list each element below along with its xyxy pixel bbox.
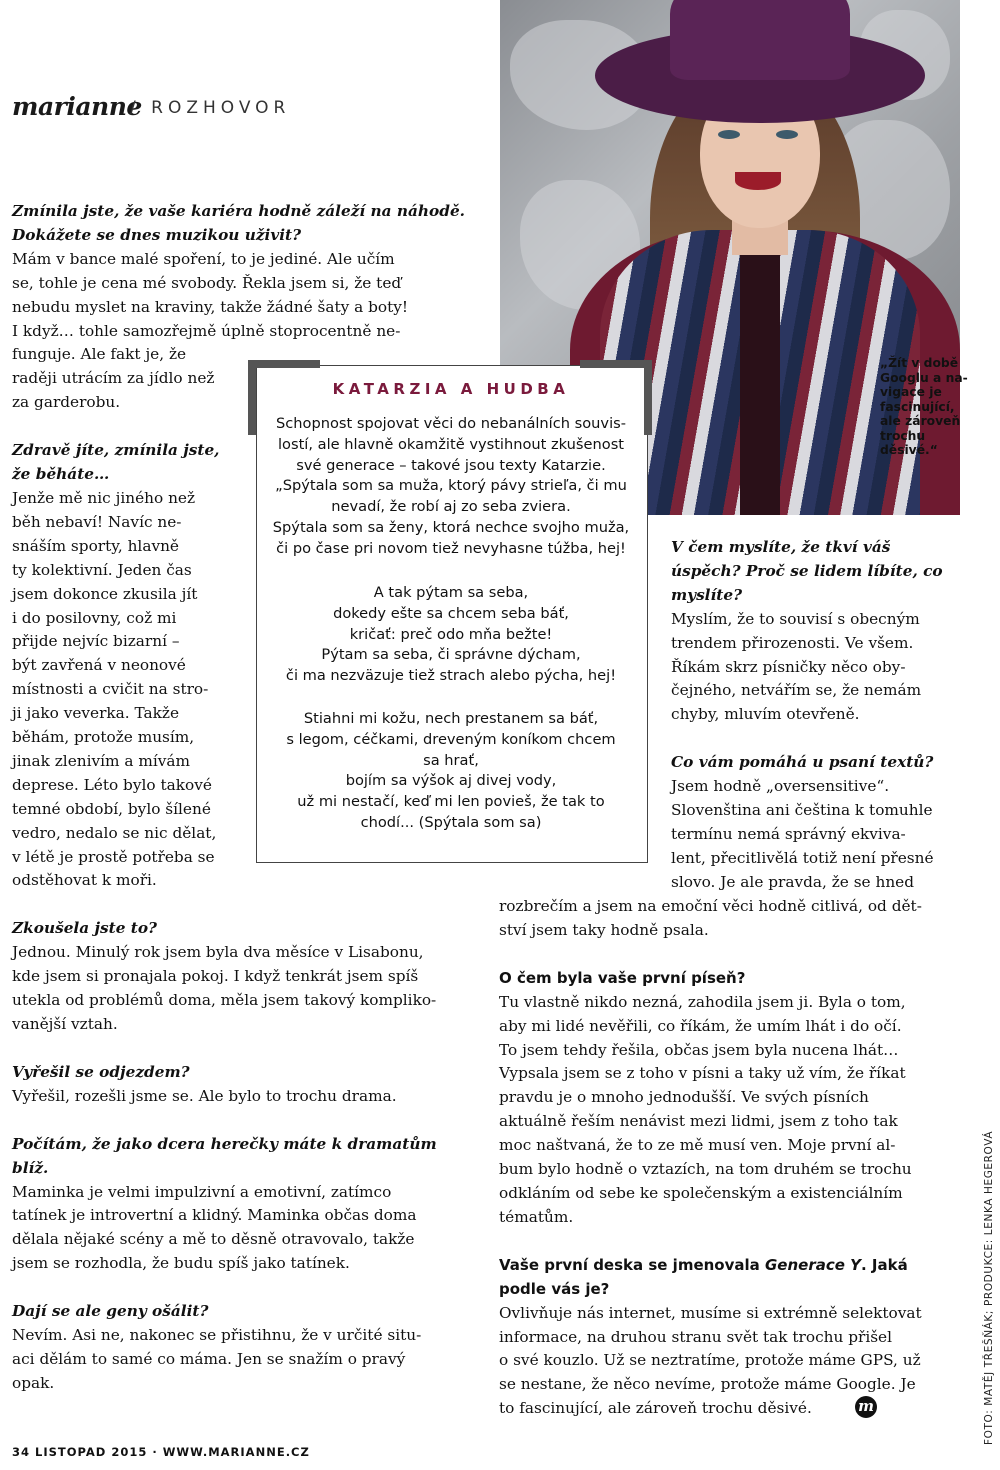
page-footer: 34 LISTOPAD 2015 · WWW.MARIANNE.CZ — [12, 1445, 310, 1459]
box-intro: Schopnost spojovat věci do nebanálních souvis- lostí, ale hlavně okamžitě vystihnout zkušenost své generace – takové jsou texty Katarzie. „Spýtala som sa muža, ktorý pávy strieľa, či mu nevadí, že robí aj zo seba zviera. Spýtala som sa ženy, ktorá nechce svojho muža, či po čase pri novom tiež nevyhasne túžba, hej! — [272, 415, 630, 557]
left-column: Zmínila jste, že vaše kariéra hodně záleží na náhodě. Dokážete se dnes muzikou uživit? Mám v bance malé spoření, to je jediné. Ale učím se, tohle je cena mé svobody. Řekla jsem si, že teď nebudu myslet na kraviny, takže žádné šaty a boty! I když… tohle samozřejmě úplně stoprocentně ne- funguje. Ale fakt je, že raději utrácím za jídlo než za garderobu. Zdravě jíte, zmínila jste, že běháte… Jenže mě nic jiného než běh nebaví! Navíc ne- snáším sporty, hlavně ty kolektivní. Jeden čas jsem dokonce zkusila jít i do posilovny, což mi přijde nejvíc bizarní – být zavřená v neonové místnosti a cvičit na stro- ji jako veverka. Takže běhám, protože musím, jinak zlenivím a mívám deprese. Léto bylo takové temné období, bylo šílené vedro, nedalo se nic dělat, v létě je prostě potřeba se odstěhovat k moři. Zkoušela jste to? Jednou. Minulý rok jsem byla dva měsíce v Lisabonu, kde jsem si pronajala pokoj. I když tenkrát jsem spíš utekla od problémů doma, měla jsem takový kompliko- vanější vztah. Vyřešil se odjezdem? Vyřešil, rozešli jsme se. Ale bylo to trochu drama. Počítám, že jako dcera herečky máte k dramatům blíž. Maminka je velmi impulzivní a emotivní, zatímco tatínek je introvertní a klidný. Maminka občas doma dělala nějaké scény a mě to děsně otravovalo, takže jsem se rozhodla, že budu spíš jako tatínek. Dají se ale geny ošálit? Nevím. Asi ne, nakonec se přistihnu, že v určité situ- aci dělám to samé co máma. Jen se snažím o pravý opak. — [12, 202, 465, 1392]
box-corner — [580, 360, 652, 368]
question: Co vám pomáhá u psaní textů? — [671, 753, 934, 772]
right-column-upper: V čem myslíte, že tkví váš úspěch? Proč se lidem líbíte, co myslíte? Myslím, že to souvisí s obecným trendem přirozenosti. Ve všem. Říkám skrz písničky něco oby- čejného, netvářím se, že nemám chyby, mluvím otevřeně. Co vám pomáhá u psaní textů? Jsem hodně „oversensitive“. Slovenština ani čeština k tomuhle termínu nemá správný ekviva- lent, přecitlivělá totiž není přesné slovo. Je ale pravda, že se hned — [671, 538, 943, 891]
question: myslíte? — [671, 585, 743, 604]
question: O čem byla vaše první píseň? — [499, 968, 746, 987]
box-verse: Stiahni mi kožu, nech prestanem sa báť, s legom, céčkami, dreveným koníkom chcem sa hrať, bojím sa výšok aj divej vody, už mi nestačí, keď mi len povieš, že tak to chodí... (Spýtala som sa) — [286, 710, 616, 831]
question: podle vás je? — [499, 1279, 610, 1298]
question: Dají se ale geny ošálit? — [12, 1302, 209, 1321]
question: Vaše první deska se jmenovala Generace Y. Jaká — [499, 1255, 908, 1274]
right-column-lower: rozbrečím a jsem na emoční věci hodně citlivá, od dět- ství jsem taky hodně psala. O čem byla vaše první píseň? Tu vlastně nikdo nezná, zahodila jsem ji. Byla o tom, aby mi lidé nevěřili, co říkám, že umím lhát i do očí. To jsem tehdy řešila, občas jsem byla nucena lhát… Vypsala jsem se z toho v písni a taky už vím, že říkat pravdu je o mnoho jednodušší. Ve svých písních aktuálně řeším nenávist mezi lidmi, jsem z toho tak moc naštvaná, že to ze mě musí ven. Moje první al- bum bylo hodně o vztazích, na tom druhém se trochu odkláním od sebe ke společenským a existenciálním tématům. Vaše první deska se jmenovala Generace Y. Jaká podle vás je? Ovlivňuje nás internet, musíme si extrémně selektovat informace, na druhou stranu svět tak trochu přišel o své kouzlo. Už se neztratíme, protože máme GPS, už se nestane, že něco nevíme, protože máme Google. Je to fascinující, ale zároveň trochu děsivé. — [499, 897, 922, 1418]
section-label: / ROZHOVOR — [130, 98, 291, 118]
question: úspěch? Proč se lidem líbíte, co — [671, 561, 943, 580]
end-mark-icon: m — [855, 1396, 877, 1418]
question: Zdravě jíte, zmínila jste, — [12, 441, 220, 460]
box-corner — [644, 360, 652, 435]
question: Vyřešil se odjezdem? — [12, 1062, 190, 1081]
box-verse: A tak pýtam sa seba, dokedy ešte sa chcem seba báť, kričať: preč odo mňa bežte! Pýtam sa seba, či správne dýcham, či ma nezväzuje tiež strach alebo pýcha, hej! — [285, 584, 617, 685]
magazine-logo: marianne — [12, 92, 142, 121]
box-title: KATARZIA A HUDBA — [332, 380, 570, 398]
pull-quote: „Žít v době Googlu a na- vigace je fascinující, ale zároveň trochu děsivé.“ — [880, 356, 968, 457]
question: že běháte… — [12, 465, 110, 484]
question: Dokážete se dnes muzikou uživit? — [12, 225, 302, 244]
question: V čem myslíte, že tkví váš — [671, 538, 891, 556]
question: Zkoušela jste to? — [12, 919, 157, 938]
question: Počítám, že jako dcera herečky máte k dramatům — [12, 1134, 437, 1153]
question: blíž. — [12, 1158, 49, 1177]
question: Zmínila jste, že vaše kariéra hodně záleží na náhodě. — [12, 202, 465, 220]
photo-credit: FOTO: MATĚJ TŘEŠŇÁK; PRODUKCE: LENKA HEGEROVÁ — [983, 1130, 995, 1445]
